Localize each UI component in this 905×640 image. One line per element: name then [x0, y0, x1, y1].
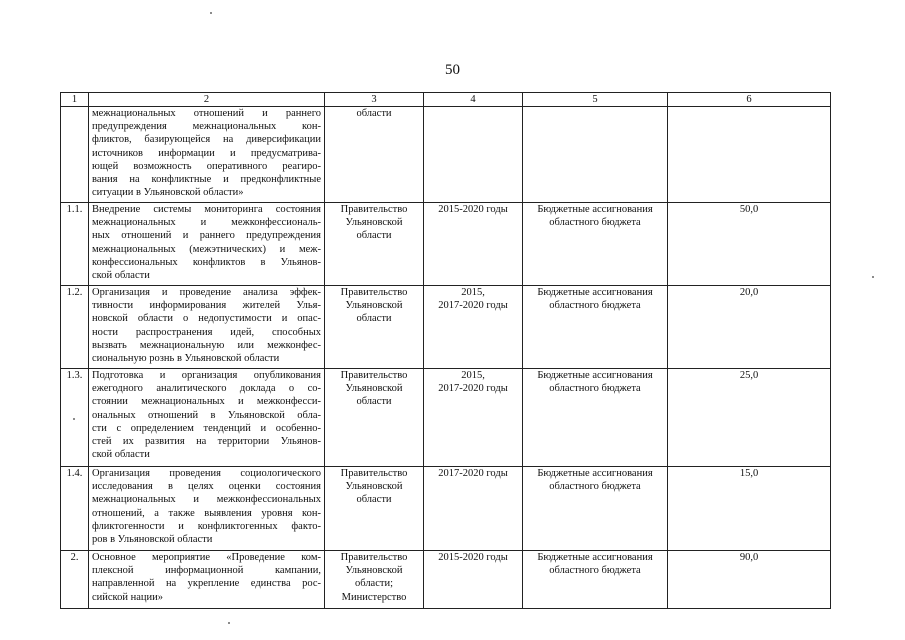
executor-line: области: [356, 313, 392, 325]
activity-description-line: межнациональных и межконфессиональ-: [92, 217, 321, 229]
executor-line: Ульяновской: [345, 383, 403, 395]
funding-source-line: областного бюджета: [549, 383, 641, 395]
item-number-cell: [61, 467, 89, 551]
amount-cell: [668, 369, 831, 467]
activity-description-line: Основное мероприятие «Проведение ком-: [92, 552, 321, 563]
activity-description-line: фликтов, базирующейся на диверсификации: [92, 134, 321, 146]
table-row: [61, 203, 831, 286]
column-header: 6: [668, 93, 831, 107]
amount-cell: [668, 203, 831, 286]
term-line: 2015,: [461, 370, 485, 381]
activity-description-cell: [89, 551, 325, 609]
funding-source-cell: [523, 369, 668, 467]
activity-description-line: стей их развития на территории Ульянов-: [92, 436, 321, 448]
item-number: 2.: [70, 552, 79, 563]
executor-line: Правительство: [340, 204, 408, 215]
activity-description-line: исследования в целях оценки состояния: [92, 481, 321, 493]
term-line: 2015-2020 годы: [438, 204, 508, 215]
term-cell: [424, 551, 523, 609]
term-line: 2017-2020 годы: [438, 383, 508, 395]
executor-cell: [325, 107, 424, 203]
table-row: [61, 467, 831, 551]
amount-cell: [668, 467, 831, 551]
item-number: 1.2.: [66, 287, 83, 298]
item-number-cell: [61, 203, 89, 286]
executor-cell: [325, 551, 424, 609]
activity-description-line: конфессиональных конфликтов в Ульянов-: [92, 256, 321, 268]
activity-description-cell: [89, 107, 325, 203]
term-cell: [424, 286, 523, 369]
activity-description-line: плексной информационной кампании,: [92, 565, 321, 577]
amount-cell: [668, 286, 831, 369]
term-line: 2015-2020 годы: [438, 552, 508, 563]
executor-cell: [325, 467, 424, 551]
item-number-cell: [61, 286, 89, 369]
amount-value: 25,0: [739, 370, 759, 381]
activity-description-cell: [89, 286, 325, 369]
activity-description-line: ющей возможность оперативного реагиро-: [92, 160, 321, 172]
executor-line: Ульяновской: [345, 565, 403, 577]
funding-source-cell: [523, 467, 668, 551]
executor-cell: [325, 203, 424, 286]
page-number: 50: [445, 62, 460, 78]
activity-description-line: тивности информирования жителей Улья-: [92, 300, 321, 312]
amount-value: 90,0: [739, 552, 759, 563]
activity-description-cell: [89, 467, 325, 551]
activity-description-line: ситуации в Ульяновской области»: [92, 187, 244, 199]
executor-line: Правительство: [340, 370, 408, 381]
executor-line: Ульяновской: [345, 481, 403, 493]
term-line: 2017-2020 годы: [438, 300, 508, 312]
amount-value: 20,0: [739, 287, 759, 298]
funding-source-line: областного бюджета: [549, 565, 641, 577]
executor-line: области: [356, 396, 392, 408]
term-line: 2017-2020 годы: [438, 468, 508, 479]
executor-cell: [325, 286, 424, 369]
funding-source-line: Бюджетные ассигнования: [537, 552, 653, 563]
item-number-cell: [61, 551, 89, 609]
term-cell: [424, 203, 523, 286]
funding-source-cell: [523, 203, 668, 286]
activity-description-line: Организация проведения социологического: [92, 468, 321, 479]
table-row: [61, 107, 831, 203]
funding-source-line: Бюджетные ассигнования: [537, 370, 653, 381]
activity-description-line: новской области о недопустимости и опас-: [92, 313, 321, 325]
activity-description-line: сиональную рознь в Ульяновской области: [92, 353, 280, 365]
scan-speck: [210, 12, 212, 14]
column-header: 4: [424, 93, 523, 107]
table-row: [61, 286, 831, 369]
column-header: 1: [61, 93, 89, 107]
item-number: 1.1.: [66, 204, 83, 215]
executor-line: Ульяновской: [345, 217, 403, 229]
scan-speck: [228, 622, 230, 624]
executor-line: Министерство: [341, 591, 407, 603]
activity-description-cell: [89, 203, 325, 286]
activity-description-line: ской области: [92, 449, 150, 461]
term-cell: [424, 369, 523, 467]
funding-source-cell: [523, 286, 668, 369]
executor-line: Правительство: [340, 287, 408, 298]
activity-description-line: стоянии межнациональных и межконфесси-: [92, 396, 321, 408]
executor-cell: [325, 369, 424, 467]
activity-description-cell: [89, 369, 325, 467]
executor-line: области: [356, 230, 392, 242]
funding-source-line: Бюджетные ассигнования: [537, 287, 653, 298]
funding-source-line: Бюджетные ассигнования: [537, 468, 653, 479]
column-header: 2: [89, 93, 325, 107]
activity-description-line: направленной на укрепление единства рос-: [92, 578, 321, 590]
activity-description-line: межнациональных и межконфессиональных: [92, 494, 321, 506]
executor-line: Ульяновской: [345, 300, 403, 312]
program-activities-table: [60, 92, 831, 609]
activity-description-line: Организация и проведение анализа эффек-: [92, 287, 321, 298]
funding-source-line: областного бюджета: [549, 300, 641, 312]
funding-source-line: областного бюджета: [549, 217, 641, 229]
funding-source-cell: [523, 107, 668, 203]
item-number: 1.4.: [66, 468, 83, 479]
activity-description-line: фликтогенности и конфликтогенных факто-: [92, 520, 321, 532]
table-row: [61, 369, 831, 467]
activity-description-line: ональных отношений в Ульяновской обла-: [92, 409, 321, 421]
activity-description-line: вания на конфликтные и предконфликтные: [92, 174, 321, 186]
scan-speck: [73, 418, 75, 420]
activity-description-line: межнациональных отношений и раннего: [92, 108, 321, 119]
activity-description-line: сти с определением тенденций и особенно-: [92, 422, 321, 434]
activity-description-line: вызвать межнациональную или межконфес-: [92, 339, 321, 351]
amount-cell: [668, 107, 831, 203]
activity-description-line: источников информации и предусматрива-: [92, 147, 321, 159]
amount-value: 50,0: [739, 204, 759, 215]
column-header: 3: [325, 93, 424, 107]
activity-description-line: ности распространения идей, способных: [92, 326, 321, 338]
activity-description-line: межнациональных (межэтнических) и меж-: [92, 243, 321, 255]
table-row: [61, 551, 831, 609]
funding-source-cell: [523, 551, 668, 609]
activity-description-line: отношений, а также выявления уровня кон-: [92, 507, 321, 519]
term-line: 2015,: [461, 287, 485, 298]
amount-cell: [668, 551, 831, 609]
item-number-cell: [61, 107, 89, 203]
term-cell: [424, 107, 523, 203]
amount-value: 15,0: [739, 468, 759, 479]
activity-description-line: ежегодного аналитического доклада о со-: [92, 383, 321, 395]
executor-line: области;: [354, 578, 394, 590]
executor-line: Правительство: [340, 468, 408, 479]
column-header: 5: [523, 93, 668, 107]
activity-description-line: ных отношений и раннего предупреждения: [92, 230, 321, 242]
table-body: [61, 107, 831, 609]
activity-description-line: предупреждения межнациональных кон-: [92, 121, 321, 133]
activity-description-line: ской области: [92, 270, 150, 282]
executor-line: области: [356, 108, 392, 119]
executor-line: Правительство: [340, 552, 408, 563]
term-cell: [424, 467, 523, 551]
activity-description-line: Подготовка и организация опубликования: [92, 370, 321, 381]
item-number: 1.3.: [66, 370, 83, 381]
header-row: [61, 93, 831, 107]
activity-description-line: ров в Ульяновской области: [92, 534, 213, 546]
funding-source-line: Бюджетные ассигнования: [537, 204, 653, 215]
scan-speck: [872, 276, 874, 278]
funding-source-line: областного бюджета: [549, 481, 641, 493]
executor-line: области: [356, 494, 392, 506]
activity-description-line: Внедрение системы мониторинга состояния: [92, 204, 321, 215]
activity-description-line: сийской нации»: [92, 591, 164, 603]
